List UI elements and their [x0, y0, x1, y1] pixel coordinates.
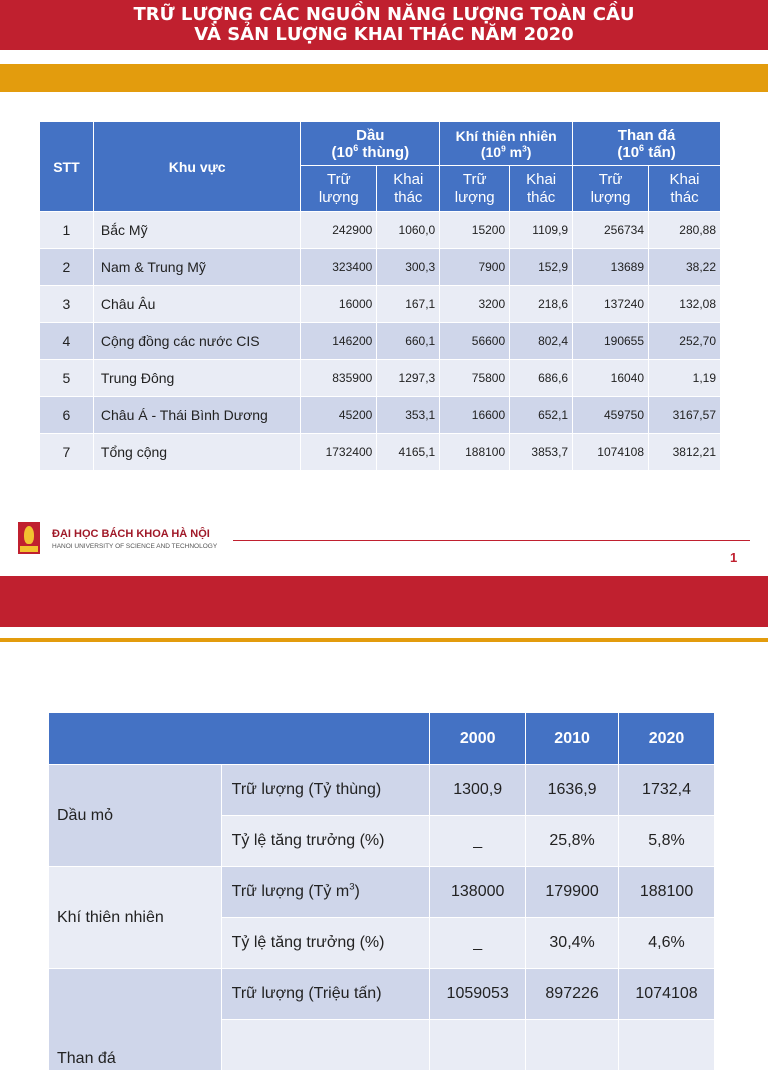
- metric-label: Trữ lượng (Triệu tấn): [221, 969, 430, 1020]
- cell-oil-reserve: 16000: [301, 286, 377, 323]
- header-blank: [49, 713, 430, 765]
- subheader-coal-production: Khai thác: [649, 166, 721, 212]
- table-row: [49, 765, 715, 816]
- value-cell: _: [430, 918, 526, 969]
- table-row: [49, 969, 715, 1020]
- subheader-oil-production: Khai thác: [377, 166, 440, 212]
- value-cell: 1300,9: [430, 765, 526, 816]
- value-cell: 30,4%: [526, 918, 619, 969]
- cell-region: Nam & Trung Mỹ: [93, 249, 300, 286]
- energy-reserves-table: [39, 121, 721, 471]
- page-number: 1: [730, 550, 738, 565]
- cell-gas-reserve: 75800: [440, 360, 510, 397]
- cell-stt: 4: [40, 323, 94, 360]
- subheader-gas-production: Khai thác: [510, 166, 573, 212]
- cell-region: Trung Đông: [93, 360, 300, 397]
- cell-oil-production: 1297,3: [377, 360, 440, 397]
- value-cell: _: [430, 816, 526, 867]
- cell-coal-reserve: 1074108: [573, 434, 649, 471]
- university-logo-icon: [18, 522, 40, 554]
- header-gas-unit: ($10^9$ $m^3$): [480, 142, 532, 160]
- university-logo-block: [18, 522, 238, 558]
- header-stt: STT: [40, 122, 94, 212]
- value-cell: 25,8%: [526, 816, 619, 867]
- table-row: [40, 249, 721, 286]
- cell-oil-production: 1060,0: [377, 212, 440, 249]
- slide-title-line-1: TRỮ LƯỢNG CÁC NGUỒN NĂNG LƯỢNG TOÀN CẦU: [133, 4, 635, 25]
- cell-gas-production: 652,1: [510, 397, 573, 434]
- value-cell: 1636,9: [526, 765, 619, 816]
- cell-oil-production: 660,1: [377, 323, 440, 360]
- cell-oil-reserve: 1732400: [301, 434, 377, 471]
- subheader-coal-reserve: Trữ lượng: [573, 166, 649, 212]
- header-gas: [440, 122, 573, 166]
- value-cell: 1059053: [430, 969, 526, 1020]
- header-oil-name: Dầu: [356, 126, 385, 144]
- header-coal-name: Than đá: [617, 126, 676, 144]
- cell-oil-reserve: 45200: [301, 397, 377, 434]
- title-bar: [0, 0, 768, 50]
- header-oil-unit: ($10^6$ thùng): [331, 142, 410, 161]
- cell-oil-production: 4165,1: [377, 434, 440, 471]
- cell-coal-production: 38,22: [649, 249, 721, 286]
- cell-oil-reserve: 835900: [301, 360, 377, 397]
- cell-gas-production: 3853,7: [510, 434, 573, 471]
- metric-label: Trữ lượng (Tỷ thùng): [221, 765, 430, 816]
- cell-coal-reserve: 16040: [573, 360, 649, 397]
- header-oil: [301, 122, 440, 166]
- university-name-en: HANOI UNIVERSITY OF SCIENCE AND TECHNOLOGY: [52, 543, 218, 550]
- cell-stt: 6: [40, 397, 94, 434]
- cell-coal-reserve: 190655: [573, 323, 649, 360]
- table-row: [40, 323, 721, 360]
- cell-region: Châu Âu: [93, 286, 300, 323]
- cell-gas-production: 802,4: [510, 323, 573, 360]
- table-row: [40, 397, 721, 434]
- reserves-growth-table: [48, 712, 715, 1071]
- cell-coal-reserve: 137240: [573, 286, 649, 323]
- cell-stt: 2: [40, 249, 94, 286]
- slide-2: [0, 576, 768, 1067]
- cell-gas-production: 152,9: [510, 249, 573, 286]
- gold-divider: [0, 638, 768, 642]
- cell-oil-reserve: 242900: [301, 212, 377, 249]
- cell-coal-production: 3812,21: [649, 434, 721, 471]
- cell-stt: 1: [40, 212, 94, 249]
- table-row: [49, 867, 715, 918]
- slide-title-line-2: VÀ SẢN LƯỢNG KHAI THÁC NĂM 2020: [194, 24, 574, 45]
- metric-label: Tỷ lệ tăng trưởng (%): [221, 816, 430, 867]
- cell-region: Cộng đồng các nước CIS: [93, 323, 300, 360]
- value-cell: [526, 1020, 619, 1071]
- cell-gas-reserve: 3200: [440, 286, 510, 323]
- metric-label: Tỷ lệ tăng trưởng (%): [221, 918, 430, 969]
- cell-oil-reserve: 323400: [301, 249, 377, 286]
- header-coal: [573, 122, 721, 166]
- header-coal-unit: ($10^6$ tấn): [617, 142, 676, 161]
- cell-gas-reserve: 56600: [440, 323, 510, 360]
- cell-coal-production: 132,08: [649, 286, 721, 323]
- group-gas: Khí thiên nhiên: [49, 867, 222, 969]
- value-cell: 1732,4: [619, 765, 715, 816]
- subheader-gas-reserve: Trữ lượng: [440, 166, 510, 212]
- cell-coal-production: 3167,57: [649, 397, 721, 434]
- cell-coal-production: 1,19: [649, 360, 721, 397]
- cell-stt: 7: [40, 434, 94, 471]
- cell-region: Châu Á - Thái Bình Dương: [93, 397, 300, 434]
- group-oil: Dầu mỏ: [49, 765, 222, 867]
- header-region: Khu vực: [93, 122, 300, 212]
- header-year-2000: 2000: [430, 713, 526, 765]
- cell-gas-production: 1109,9: [510, 212, 573, 249]
- group-coal: Than đá: [49, 969, 222, 1071]
- value-cell: 4,6%: [619, 918, 715, 969]
- value-cell: 188100: [619, 867, 715, 918]
- value-cell: 1074108: [619, 969, 715, 1020]
- metric-label: [221, 1020, 430, 1071]
- cell-oil-production: 167,1: [377, 286, 440, 323]
- cell-coal-production: 280,88: [649, 212, 721, 249]
- cell-gas-reserve: 188100: [440, 434, 510, 471]
- header-year-2020: 2020: [619, 713, 715, 765]
- header-gas-name: Khí thiên nhiên: [455, 127, 557, 144]
- value-cell: 138000: [430, 867, 526, 918]
- cell-oil-production: 300,3: [377, 249, 440, 286]
- cell-oil-reserve: 146200: [301, 323, 377, 360]
- cell-gas-production: 218,6: [510, 286, 573, 323]
- header-year-2010: 2010: [526, 713, 619, 765]
- value-cell: 897226: [526, 969, 619, 1020]
- cell-region: Bắc Mỹ: [93, 212, 300, 249]
- value-cell: 179900: [526, 867, 619, 918]
- table-row: [40, 212, 721, 249]
- gold-band: [0, 64, 768, 92]
- value-cell: [619, 1020, 715, 1071]
- cell-coal-reserve: 256734: [573, 212, 649, 249]
- table-row-total: [40, 434, 721, 471]
- metric-label: Trữ lượng (Tỷ $m^3$): [221, 867, 430, 918]
- cell-gas-reserve: 7900: [440, 249, 510, 286]
- cell-coal-reserve: 459750: [573, 397, 649, 434]
- cell-coal-production: 252,70: [649, 323, 721, 360]
- table-row: [40, 286, 721, 323]
- cell-gas-reserve: 16600: [440, 397, 510, 434]
- university-name: ĐẠI HỌC BÁCH KHOA HÀ NỘI: [52, 528, 210, 540]
- cell-coal-reserve: 13689: [573, 249, 649, 286]
- cell-stt: 5: [40, 360, 94, 397]
- cell-gas-reserve: 15200: [440, 212, 510, 249]
- footer-divider: [233, 540, 750, 541]
- cell-oil-production: 353,1: [377, 397, 440, 434]
- title-bar: [0, 576, 768, 627]
- cell-stt: 3: [40, 286, 94, 323]
- value-cell: 5,8%: [619, 816, 715, 867]
- cell-region: Tổng cộng: [93, 434, 300, 471]
- value-cell: [430, 1020, 526, 1071]
- subheader-oil-reserve: Trữ lượng: [301, 166, 377, 212]
- cell-gas-production: 686,6: [510, 360, 573, 397]
- table-row: [40, 360, 721, 397]
